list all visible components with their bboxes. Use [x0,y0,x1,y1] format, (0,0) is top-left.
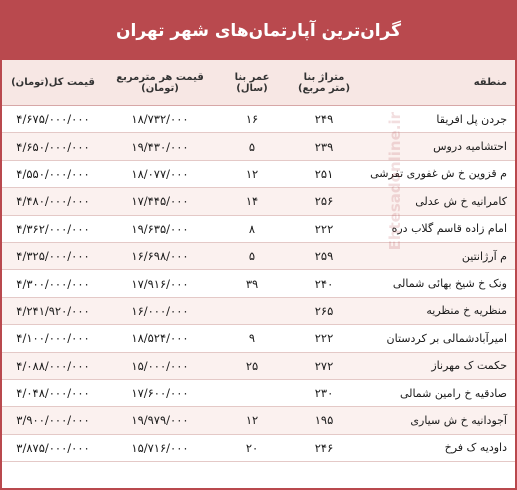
cell-area: امام زاده قاسم گلاب دره [360,215,515,242]
cell-total-price: ۴/۲۴۱/۹۲۰/۰۰۰ [2,297,104,324]
table-title: گران‌ترین آپارتمان‌های شهر تهران [2,2,515,60]
cell-area: م آرژانتین [360,242,515,269]
cell-size: ۲۲۲ [288,215,360,242]
cell-area: کامرانیه خ ش عدلی [360,188,515,215]
cell-age: ۱۶ [216,106,288,133]
cell-price-per-meter: ۱۶/۶۹۸/۰۰۰ [104,242,216,269]
cell-total-price: ۳/۹۰۰/۰۰۰/۰۰۰ [2,407,104,434]
cell-total-price: ۴/۰۴۸/۰۰۰/۰۰۰ [2,379,104,406]
table-row [2,352,515,379]
cell-price-per-meter: ۱۹/۴۳۰/۰۰۰ [104,133,216,160]
cell-price-per-meter: ۱۵/۷۱۶/۰۰۰ [104,434,216,461]
cell-total-price: ۴/۰۸۸/۰۰۰/۰۰۰ [2,352,104,379]
table-row [2,270,515,297]
cell-area: م قزوین خ ش غفوری تفرشی [360,160,515,187]
cell-age: ۳۹ [216,270,288,297]
cell-age [216,297,288,324]
table-row [2,407,515,434]
table-row [2,242,515,269]
cell-size: ۱۹۵ [288,407,360,434]
cell-price-per-meter: ۱۸/۰۷۷/۰۰۰ [104,160,216,187]
cell-age: ۱۲ [216,407,288,434]
table-row [2,325,515,352]
cell-size: ۲۵۱ [288,160,360,187]
cell-price-per-meter: ۱۸/۷۳۲/۰۰۰ [104,106,216,133]
cell-age: ۹ [216,325,288,352]
cell-area: حکمت ک مهرناز [360,352,515,379]
cell-price-per-meter: ۱۹/۹۷۹/۰۰۰ [104,407,216,434]
cell-size: ۲۷۲ [288,352,360,379]
cell-size: ۲۴۹ [288,106,360,133]
cell-area: امیرآبادشمالی بر کردستان [360,325,515,352]
header-size: متراژ بنا (متر مربع) [288,60,360,106]
cell-age: ۲۰ [216,434,288,461]
table-row [2,297,515,324]
cell-area: احتشامیه دروس [360,133,515,160]
cell-total-price: ۴/۶۵۰/۰۰۰/۰۰۰ [2,133,104,160]
header-price-per-meter: قیمت هر مترمربع (تومان) [104,60,216,106]
table-row [2,160,515,187]
cell-age [216,379,288,406]
table-row [2,133,515,160]
cell-size: ۲۵۶ [288,188,360,215]
cell-age: ۱۴ [216,188,288,215]
cell-price-per-meter: ۱۶/۰۰۰/۰۰۰ [104,297,216,324]
cell-age: ۵ [216,242,288,269]
cell-total-price: ۴/۳۲۵/۰۰۰/۰۰۰ [2,242,104,269]
table-row [2,106,515,133]
cell-area: جردن پل افریقا [360,106,515,133]
header-area: منطقه [360,60,515,106]
table-row [2,379,515,406]
cell-size: ۲۲۲ [288,325,360,352]
cell-total-price: ۴/۵۵۰/۰۰۰/۰۰۰ [2,160,104,187]
cell-area: منظریه خ منظریه [360,297,515,324]
cell-total-price: ۴/۴۸۰/۰۰۰/۰۰۰ [2,188,104,215]
header-age: عمر بنا (سال) [216,60,288,106]
cell-area: ونک خ شیخ بهائی شمالی [360,270,515,297]
cell-age: ۵ [216,133,288,160]
cell-area: آجودانیه خ ش سیاری [360,407,515,434]
apartments-table [2,60,515,462]
watermark: Ehtesadonline.ir [386,112,404,251]
cell-area: صادقیه خ رامین شمالی [360,379,515,406]
cell-price-per-meter: ۱۵/۰۰۰/۰۰۰ [104,352,216,379]
cell-price-per-meter: ۱۷/۹۱۶/۰۰۰ [104,270,216,297]
cell-area: داودیه ک فرخ [360,434,515,461]
cell-price-per-meter: ۱۸/۵۲۴/۰۰۰ [104,325,216,352]
table-row [2,215,515,242]
cell-price-per-meter: ۱۷/۶۰۰/۰۰۰ [104,379,216,406]
cell-size: ۲۳۹ [288,133,360,160]
cell-age: ۲۵ [216,352,288,379]
header-total-price: قیمت کل(تومان) [2,60,104,106]
cell-size: ۲۴۰ [288,270,360,297]
header-row [2,60,515,106]
cell-age: ۸ [216,215,288,242]
cell-age: ۱۲ [216,160,288,187]
cell-total-price: ۴/۱۰۰/۰۰۰/۰۰۰ [2,325,104,352]
cell-total-price: ۴/۳۰۰/۰۰۰/۰۰۰ [2,270,104,297]
cell-size: ۲۳۰ [288,379,360,406]
cell-price-per-meter: ۱۹/۶۳۵/۰۰۰ [104,215,216,242]
cell-size: ۲۴۶ [288,434,360,461]
cell-size: ۲۶۵ [288,297,360,324]
cell-size: ۲۵۹ [288,242,360,269]
cell-total-price: ۴/۶۷۵/۰۰۰/۰۰۰ [2,106,104,133]
cell-price-per-meter: ۱۷/۴۴۵/۰۰۰ [104,188,216,215]
cell-total-price: ۴/۳۶۲/۰۰۰/۰۰۰ [2,215,104,242]
table-row [2,188,515,215]
table-row [2,434,515,461]
cell-total-price: ۳/۸۷۵/۰۰۰/۰۰۰ [2,434,104,461]
